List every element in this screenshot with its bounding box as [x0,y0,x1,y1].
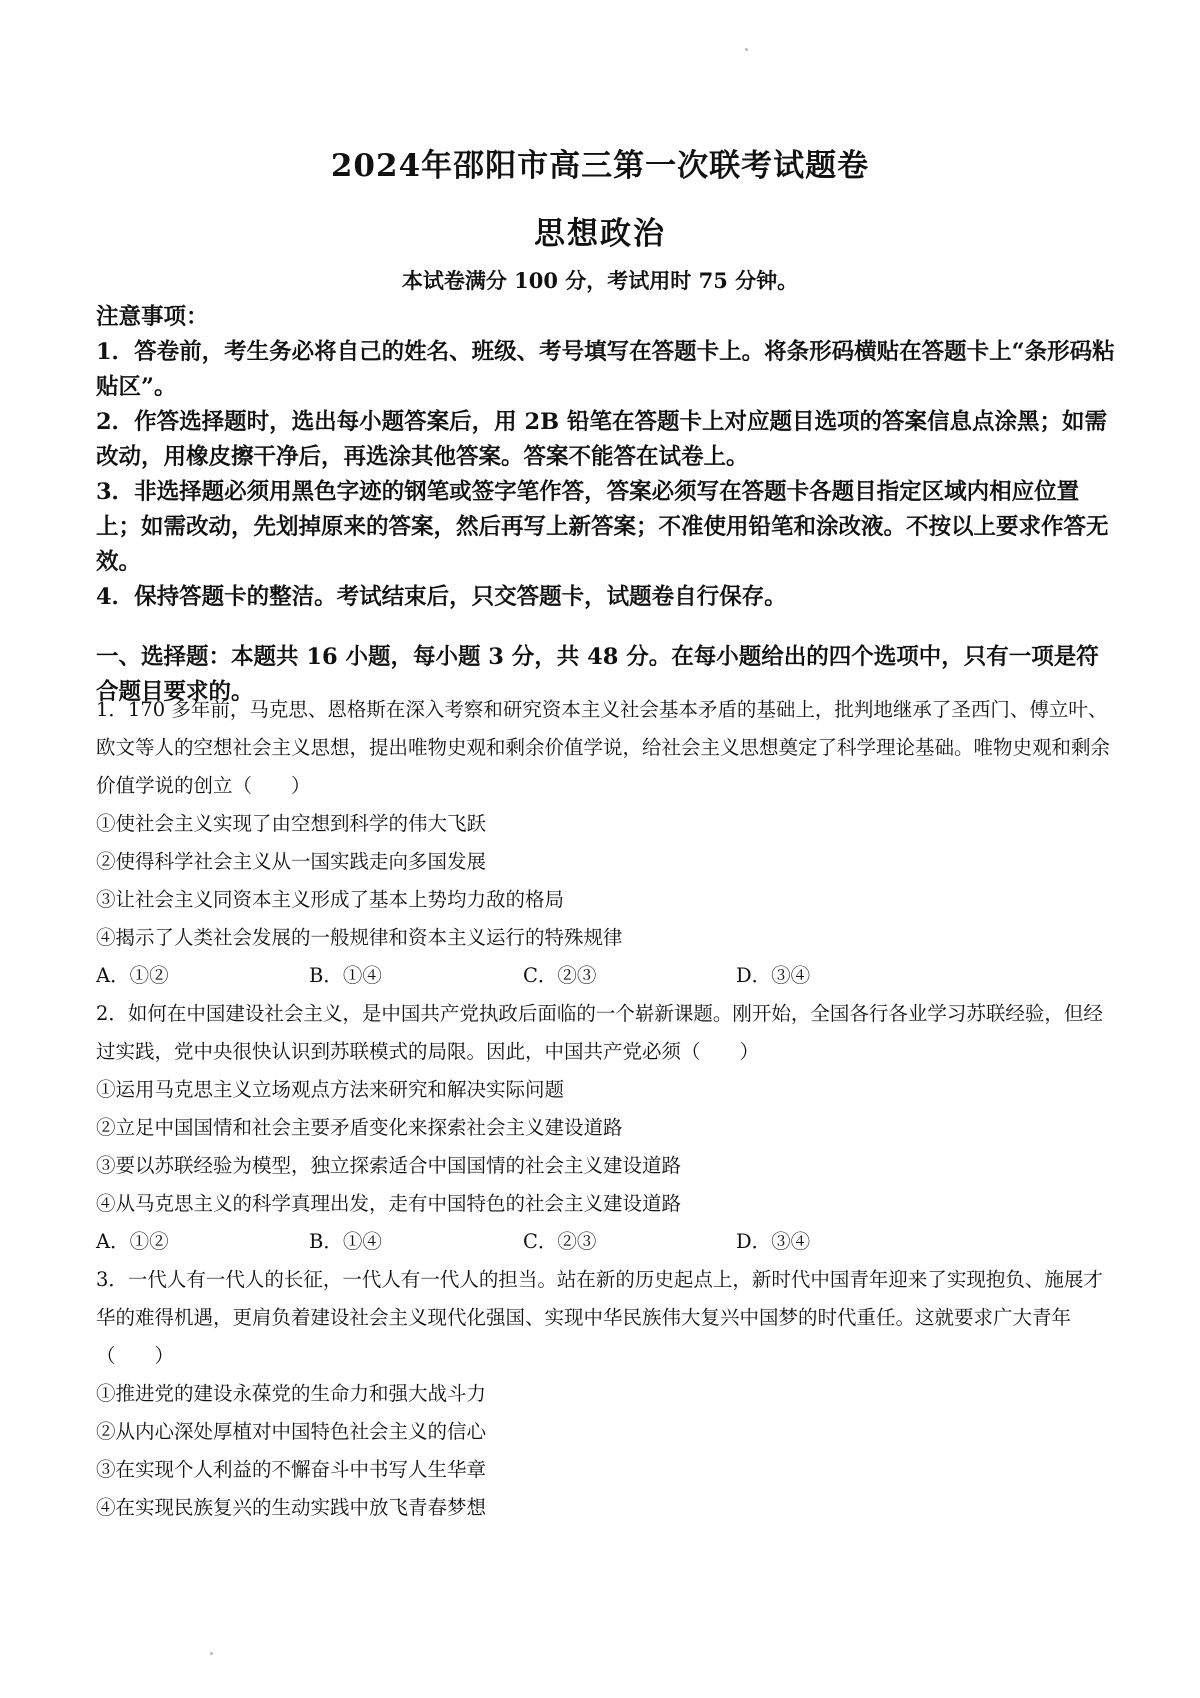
question-option: ④从马克思主义的科学真理出发，走有中国特色的社会主义建设道路 [96,1192,682,1215]
question-option: ③要以苏联经验为模型，独立探索适合中国国情的社会主义建设道路 [96,1154,682,1177]
question-option: ①使社会主义实现了由空想到科学的伟大飞跃 [96,812,487,835]
note-item: 1．答卷前，考生务必将自己的姓名、班级、考号填写在答题卡上。将条形码横贴在答题卡上“条形码粘贴区”。 [96,339,1115,400]
question-option: ②使得科学社会主义从一国实践走向多国发展 [96,850,487,873]
choice-d: D．③④ [736,1230,811,1253]
notes-heading: 注意事项： [96,304,209,330]
choice-b: B．①④ [309,1230,382,1253]
note-item: 4．保持答题卡的整洁。考试结束后，只交答题卡，试题卷自行保存。 [96,584,787,610]
question-option: ①运用马克思主义立场观点方法来研究和解决实际问题 [96,1078,565,1101]
question-option: ①推进党的建设永葆党的生命力和强大战斗力 [96,1382,487,1405]
choice-d: D．③④ [736,964,811,987]
answer-choices [96,957,1121,995]
subject-title: 思想政治 [534,216,666,252]
choice-c: C．②③ [523,1230,597,1253]
note-item: 2．作答选择题时，选出每小题答案后，用 2B 铅笔在答题卡上对应题目选项的答案信息点涂黑；如需改动，用橡皮擦干净后，再选涂其他答案。答案不能答在试卷上。 [96,409,1107,470]
question-option: ②从内心深处厚植对中国特色社会主义的信心 [96,1420,487,1443]
question-option: ②立足中国国情和社会主要矛盾变化来探索社会主义建设道路 [96,1116,623,1139]
choice-a: A．①② [96,964,169,987]
question-option: ③在实现个人利益的不懈奋斗中书写人生华章 [96,1458,487,1481]
choice-a: A．①② [96,1230,169,1253]
questions-list [96,691,1121,1527]
question-stem: 2．如何在中国建设社会主义，是中国共产党执政后面临的一个崭新课题。刚开始，全国各行各业学习苏联经验，但经过实践，党中央很快认识到苏联模式的局限。因此，中国共产党必须（ ） [96,1002,1103,1063]
question-1 [96,691,1121,995]
exam-title: 2024年邵阳市高三第一次联考试题卷 [330,148,870,184]
question-stem: 3．一代人有一代人的长征，一代人有一代人的担当。站在新的历史起点上，新时代中国青年迎来了实现抱负、施展才华的难得机遇，更肩负着建设社会主义现代化强国、实现中华民族伟大复兴中国梦的时代重任。这就要求广大青年（ ） [96,1268,1103,1367]
question-option: ④揭示了人类社会发展的一般规律和资本主义运行的特殊规律 [96,926,623,949]
section-heading: 一、选择题：本题共 16 小题，每小题 3 分，共 48 分。在每小题给出的四个选项中，只有一项是符合题目要求的。 [96,644,1099,705]
question-option: ③让社会主义同资本主义形成了基本上势均力敌的格局 [96,888,565,911]
exam-info: 本试卷满分 100 分，考试用时 75 分钟。 [401,268,799,293]
choice-b: B．①④ [309,964,382,987]
scan-speck [745,48,748,51]
answer-choices [96,1223,1121,1261]
choice-c: C．②③ [523,964,597,987]
question-2 [96,995,1121,1261]
note-item: 3．非选择题必须用黑色字迹的钢笔或签字笔作答，答案必须写在答题卡各题目指定区域内相应位置上；如需改动，先划掉原来的答案，然后再写上新答案；不准使用铅笔和涂改液。不按以上要求作答无效。 [96,479,1109,575]
question-3 [96,1261,1121,1527]
question-stem: 1．170 多年前，马克思、恩格斯在深入考察和研究资本主义社会基本矛盾的基础上，批判地继承了圣西门、傅立叶、欧文等人的空想社会主义思想，提出唯物史观和剩余价值学说，给社会主义思想奠定了科学理论基础。唯物史观和剩余价值学说的创立（ ） [96,698,1111,797]
question-option: ④在实现民族复兴的生动实践中放飞青春梦想 [96,1496,487,1519]
notes-block [96,300,1121,615]
scan-speck [210,1652,213,1655]
